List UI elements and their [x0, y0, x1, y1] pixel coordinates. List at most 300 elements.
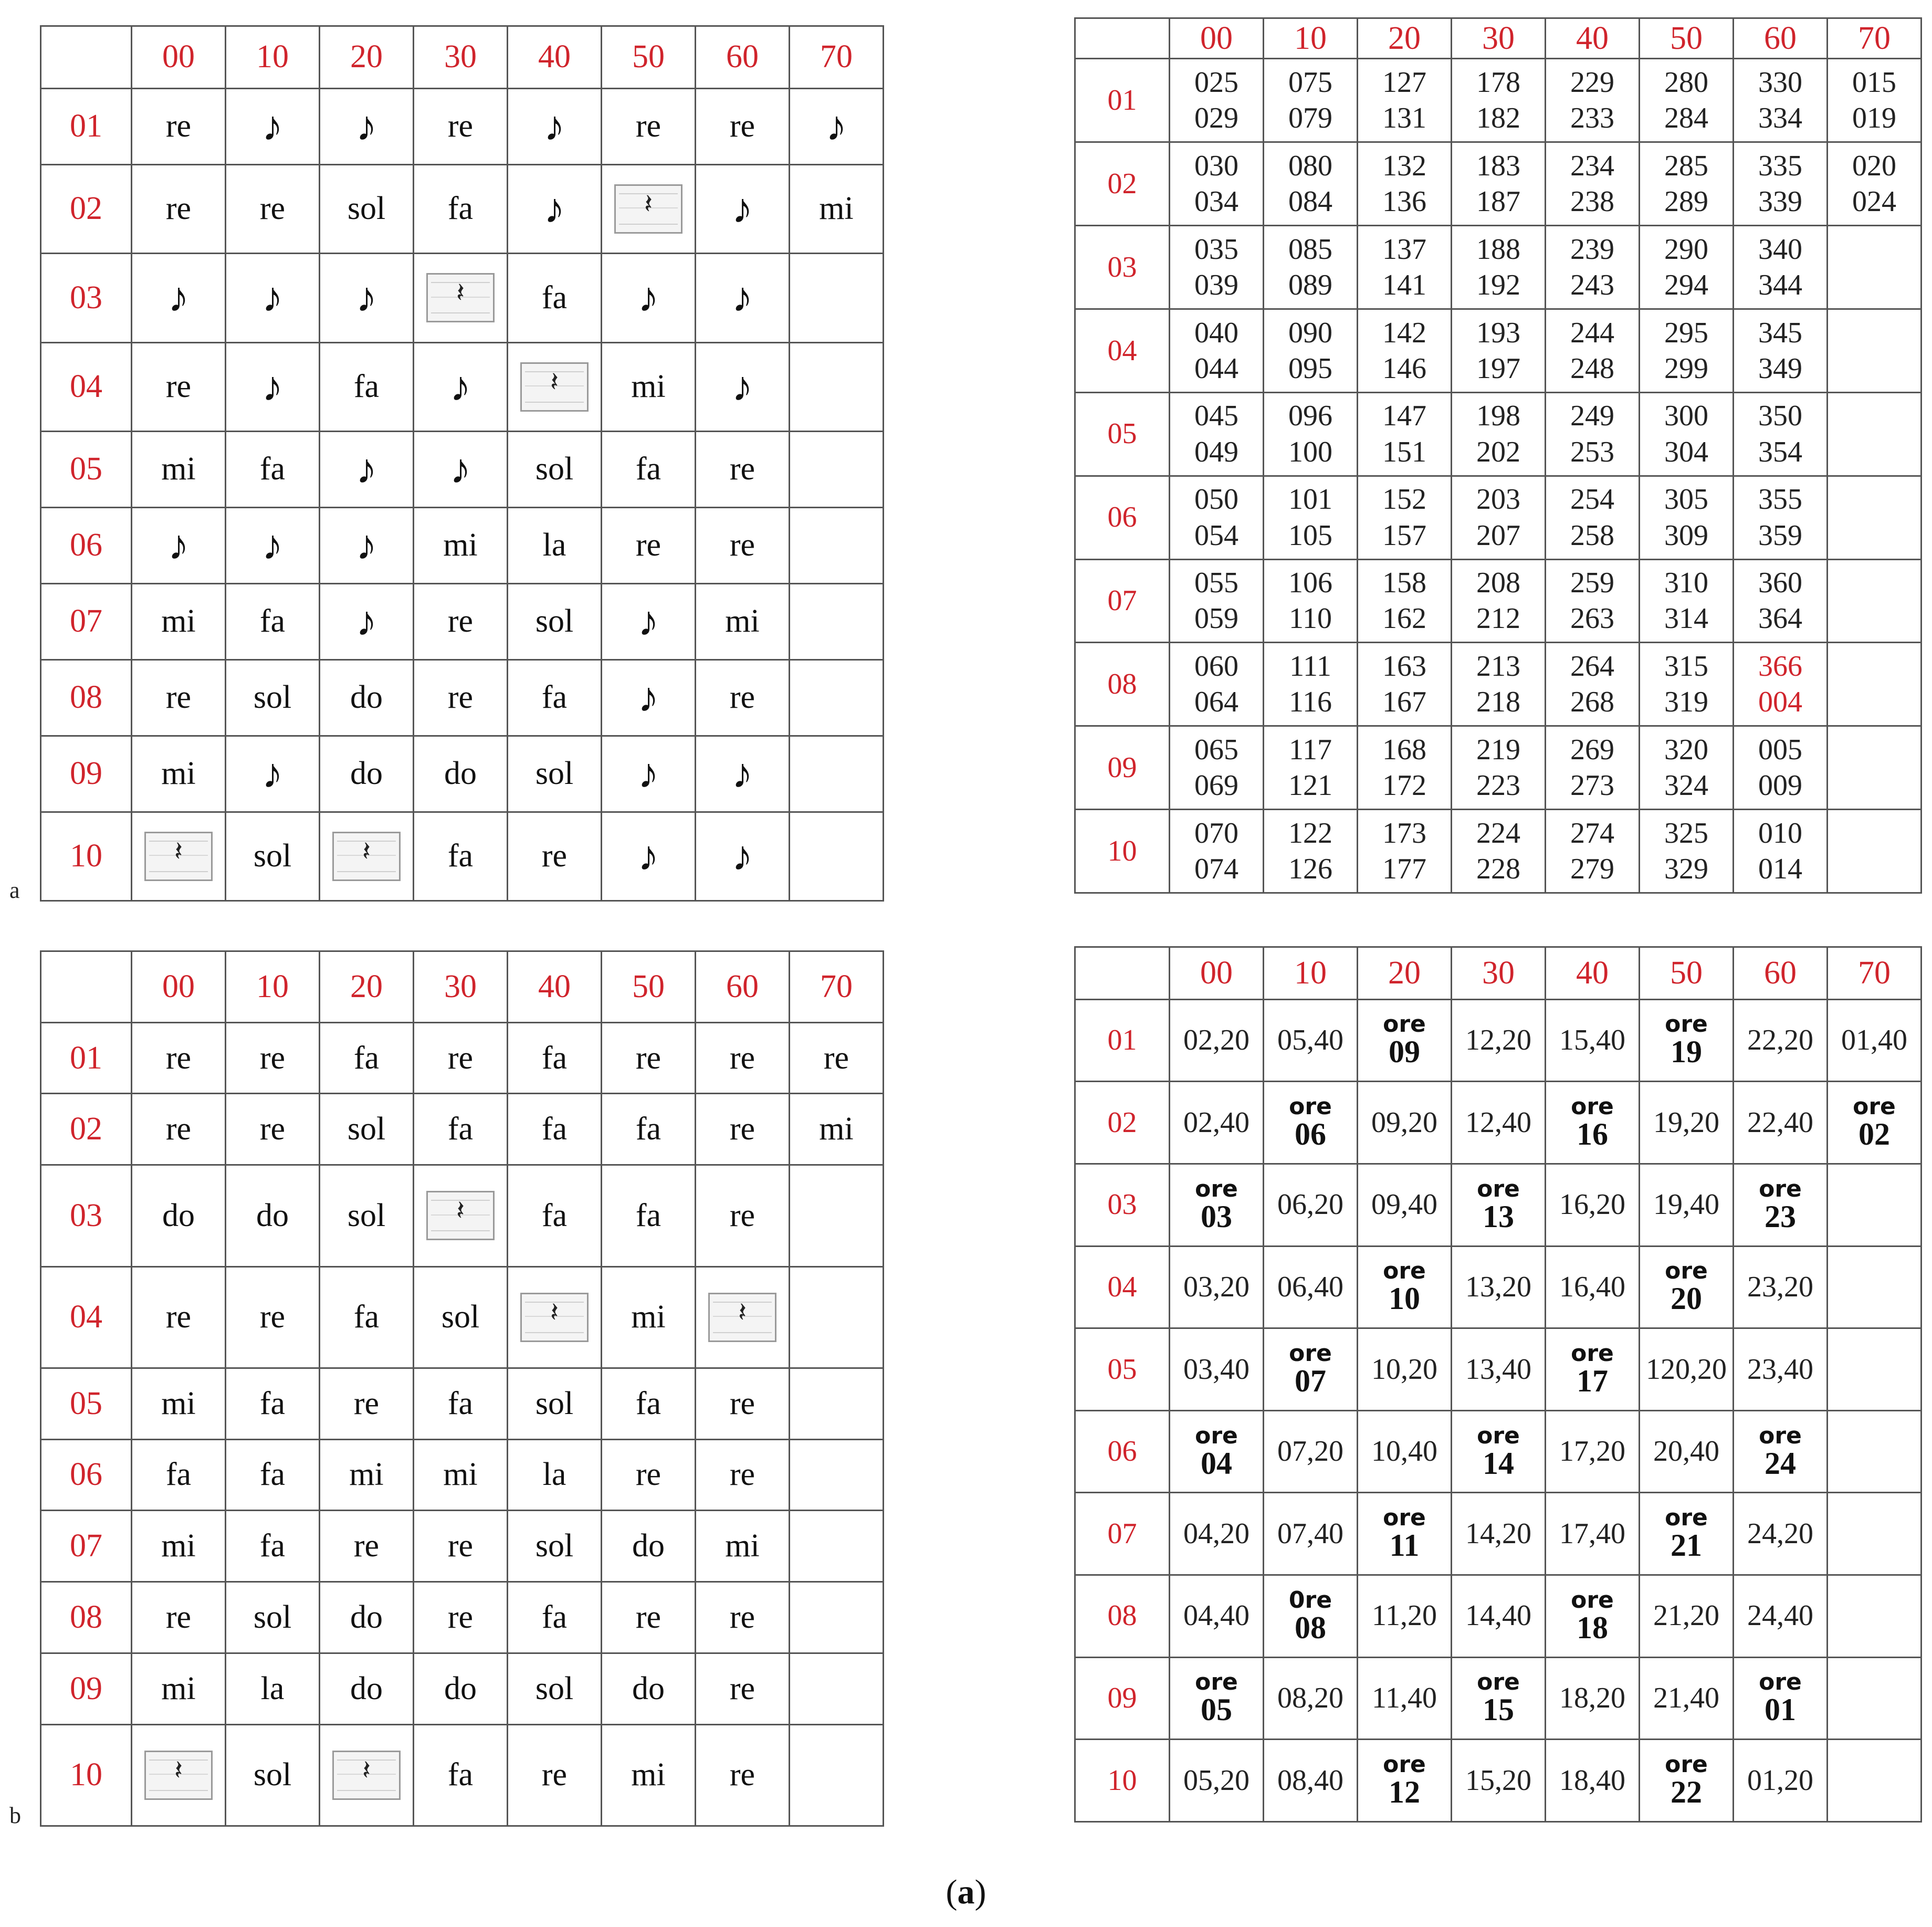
day-number: 192: [1476, 269, 1520, 302]
time-value: 02,40: [1183, 1106, 1250, 1139]
table-cell: [508, 164, 602, 253]
table-cell: [1546, 142, 1640, 226]
solfege-syllable: mi: [161, 451, 196, 487]
solfege-syllable: re: [729, 1040, 755, 1076]
day-number: 213: [1476, 650, 1520, 683]
table-cell: [1546, 1328, 1640, 1411]
row-header: 08: [41, 659, 132, 736]
hour-label: [1759, 1422, 1802, 1481]
table-cell: [132, 1511, 226, 1582]
hour-number: 02: [1858, 1117, 1890, 1152]
table-cell: [790, 1368, 884, 1439]
time-value: 17,20: [1559, 1435, 1625, 1468]
day-number: 132: [1382, 149, 1426, 182]
solfege-table-b: [40, 950, 884, 1827]
solfege-syllable: fa: [541, 1197, 568, 1233]
solfege-syllable: fa: [447, 1111, 474, 1147]
quarter-rest-icon: 𝄽: [144, 1751, 213, 1800]
row-header: 06: [41, 507, 132, 583]
solfege-syllable: sol: [535, 451, 574, 487]
solfege-syllable: re: [165, 191, 192, 227]
solfege-syllable: re: [259, 1111, 286, 1147]
time-value: 11,20: [1372, 1599, 1437, 1632]
table-row: [41, 431, 884, 507]
hour-label: [1477, 1671, 1520, 1725]
table-cell: [1734, 643, 1828, 726]
solfege-syllable: re: [165, 1599, 192, 1635]
solfege-syllable: mi: [819, 191, 854, 227]
table-cell: [1170, 476, 1264, 559]
time-value: 01,40: [1841, 1024, 1907, 1057]
day-number: 079: [1288, 102, 1332, 135]
table-cell: [320, 1266, 414, 1368]
quarter-rest-icon: 𝄽: [520, 1293, 589, 1342]
table-cell: [1358, 1657, 1452, 1740]
day-range: [1546, 481, 1639, 553]
table-cell: [1640, 810, 1734, 893]
row-header: 10: [1075, 810, 1170, 893]
table-cell: [1546, 726, 1640, 810]
day-number: 294: [1664, 269, 1708, 302]
table-cell: [696, 431, 790, 507]
table-cell: [1264, 1328, 1358, 1411]
table-cell: [1734, 999, 1828, 1082]
table-cell: [1358, 309, 1452, 393]
table-row: [41, 1022, 884, 1094]
table-cell: [790, 1094, 884, 1165]
solfege-syllable: re: [165, 1040, 192, 1076]
day-number: 188: [1476, 233, 1520, 266]
table-cell: [1264, 1082, 1358, 1164]
hour-number: 06: [1295, 1117, 1326, 1152]
day-number: 070: [1194, 816, 1238, 850]
solfege-syllable: re: [259, 1040, 286, 1076]
hour-number: 23: [1765, 1199, 1796, 1234]
day-number: 359: [1758, 519, 1802, 552]
table-cell: [1546, 1657, 1640, 1740]
day-range: [1358, 481, 1451, 553]
table-cell: [696, 1094, 790, 1165]
day-number: 005: [1758, 733, 1802, 766]
table-cell: [1734, 142, 1828, 226]
table-cell: [1546, 392, 1640, 476]
table-cell: [1734, 59, 1828, 142]
day-number: 019: [1852, 102, 1896, 135]
table-cell: [790, 736, 884, 812]
hour-word: ore: [1759, 1175, 1802, 1202]
table-cell: [414, 583, 508, 659]
table-cell: [1358, 1328, 1452, 1411]
hour-label: [1195, 1175, 1238, 1234]
table-cell: [696, 164, 790, 253]
solfege-syllable: do: [350, 1670, 383, 1706]
column-header: 50: [1640, 18, 1734, 59]
table-cell: [790, 88, 884, 164]
row-header: 01: [41, 1022, 132, 1094]
day-number: 157: [1382, 519, 1426, 552]
hour-word: ore: [1289, 1093, 1332, 1120]
eighth-note-icon: ♪: [356, 103, 377, 150]
table-cell: [790, 1724, 884, 1826]
table-cell: [1546, 1082, 1640, 1164]
quarter-rest-icon: 𝄽: [426, 273, 495, 322]
eighth-note-icon: ♪: [732, 186, 753, 232]
table-cell: [1358, 392, 1452, 476]
table-row: [41, 1724, 884, 1826]
table-cell: [1452, 643, 1546, 726]
table-cell: [508, 812, 602, 900]
quarter-rest-icon: 𝄽: [144, 832, 213, 881]
time-value: 23,40: [1747, 1353, 1813, 1386]
table-cell: [696, 1582, 790, 1653]
day-number: 238: [1570, 185, 1614, 218]
table-cell: [1264, 1164, 1358, 1246]
day-range: [1264, 65, 1357, 137]
hour-word: ore: [1383, 1751, 1426, 1778]
day-number: 039: [1194, 269, 1238, 302]
solfege-syllable: fa: [635, 1111, 662, 1147]
table-cell: [1546, 476, 1640, 559]
row-header: 09: [1075, 726, 1170, 810]
table-cell: [320, 254, 414, 342]
table-cell: [226, 254, 320, 342]
day-number: 340: [1758, 233, 1802, 266]
hour-word: ore: [1383, 1504, 1426, 1532]
day-range: [1358, 398, 1451, 470]
column-header: 40: [1546, 18, 1640, 59]
hour-word: ore: [1383, 1011, 1426, 1038]
eighth-note-icon: ♪: [638, 674, 659, 721]
day-range: [1734, 232, 1826, 303]
day-range: [1358, 648, 1451, 720]
day-range: [1640, 565, 1732, 637]
table-cell: [1734, 1246, 1828, 1328]
table-cell: [1452, 1740, 1546, 1822]
table-cell: [1640, 59, 1734, 142]
table-row: [41, 583, 884, 659]
table-cell: [1828, 1246, 1922, 1328]
day-number: 280: [1664, 66, 1708, 99]
time-value: 09,20: [1371, 1106, 1437, 1139]
day-number: 330: [1758, 66, 1802, 99]
day-number: 010: [1758, 816, 1802, 850]
table-row: [41, 88, 884, 164]
table-cell: [226, 1724, 320, 1826]
day-range: [1452, 232, 1545, 303]
table-cell: [1734, 226, 1828, 309]
table-cell: [320, 431, 414, 507]
column-header: 70: [1828, 947, 1922, 1000]
table-cell: [414, 659, 508, 736]
solfege-syllable: re: [165, 1299, 192, 1335]
hour-label: [1759, 1175, 1802, 1234]
day-range: [1546, 65, 1639, 137]
solfege-syllable: sol: [535, 1670, 574, 1706]
day-number: 334: [1758, 102, 1802, 135]
table-row: [41, 1165, 884, 1266]
solfege-syllable: fa: [353, 369, 380, 405]
quarter-rest-icon: 𝄽: [708, 1293, 776, 1342]
day-range: [1358, 815, 1451, 887]
row-header: 04: [1075, 309, 1170, 393]
day-range: [1170, 481, 1263, 553]
day-number: 065: [1194, 733, 1238, 766]
day-number: 319: [1664, 686, 1708, 719]
day-range: [1546, 565, 1639, 637]
solfege-syllable: re: [635, 1457, 662, 1493]
day-range: [1640, 815, 1732, 887]
table-cell: [602, 1582, 696, 1653]
table-cell: [1828, 1410, 1922, 1493]
solfege-syllable: sol: [535, 756, 574, 792]
table-cell: [1452, 1575, 1546, 1658]
day-range: [1734, 65, 1826, 137]
eighth-note-icon: ♪: [168, 522, 189, 569]
table-cell: [132, 1165, 226, 1266]
day-number: 344: [1758, 269, 1802, 302]
column-header: 60: [696, 26, 790, 89]
table-cell: [1734, 1740, 1828, 1822]
row-header: 01: [41, 88, 132, 164]
day-number: 105: [1288, 519, 1332, 552]
day-number: 355: [1758, 483, 1802, 516]
hour-label: [1383, 1260, 1426, 1314]
eighth-note-icon: ♪: [450, 446, 471, 493]
table-cell: [226, 1165, 320, 1266]
solfege-syllable: la: [542, 527, 566, 563]
table-cell: [414, 164, 508, 253]
table-cell: [226, 1368, 320, 1439]
day-number: 208: [1476, 567, 1520, 600]
table-cell: [132, 431, 226, 507]
table-cell: [1264, 643, 1358, 726]
solfege-syllable: re: [729, 108, 755, 144]
table-cell: [696, 1165, 790, 1266]
table-cell: [790, 583, 884, 659]
hour-label: [1665, 1753, 1708, 1808]
day-number: 080: [1288, 149, 1332, 182]
row-header: 07: [1075, 1493, 1170, 1575]
table-cell: [790, 1266, 884, 1368]
eighth-note-icon: ♪: [356, 522, 377, 569]
table-cell: [320, 164, 414, 253]
table-cell: [1734, 1164, 1828, 1246]
day-range: [1264, 648, 1357, 720]
day-number: 354: [1758, 435, 1802, 468]
table-cell: [1358, 643, 1452, 726]
day-range: [1734, 732, 1826, 804]
time-value: 08,40: [1277, 1764, 1343, 1797]
day-number: 219: [1476, 733, 1520, 766]
solfege-syllable: re: [729, 1111, 755, 1147]
column-header: 70: [1828, 18, 1922, 59]
row-header: 05: [1075, 1328, 1170, 1411]
day-range: [1546, 398, 1639, 470]
day-number: 315: [1664, 650, 1708, 683]
eighth-note-icon: ♪: [826, 103, 847, 150]
solfege-syllable: fa: [353, 1299, 380, 1335]
table-cell: [1170, 643, 1264, 726]
day-range: [1170, 148, 1263, 220]
hour-word: ore: [1571, 1093, 1614, 1120]
day-range: [1734, 398, 1826, 470]
solfege-syllable: fa: [447, 1385, 474, 1421]
table-cell: [790, 1022, 884, 1094]
day-number: 187: [1476, 185, 1520, 218]
table-cell: [696, 736, 790, 812]
table-cell: [414, 1439, 508, 1511]
solfege-syllable: do: [350, 679, 383, 716]
hour-word: ore: [1477, 1175, 1520, 1202]
day-number: 268: [1570, 686, 1614, 719]
table-row: [41, 342, 884, 431]
table-cell: [602, 1266, 696, 1368]
table-cell: [1640, 476, 1734, 559]
day-number: 158: [1382, 567, 1426, 600]
table-cell: [1452, 1246, 1546, 1328]
day-number: 122: [1288, 816, 1332, 850]
row-header: 02: [1075, 142, 1170, 226]
table-cell: [226, 431, 320, 507]
row-header: 10: [1075, 1740, 1170, 1822]
solfege-syllable: mi: [161, 1385, 196, 1421]
table-cell: [1264, 309, 1358, 393]
solfege-syllable: fa: [259, 603, 286, 640]
day-number: 335: [1758, 149, 1802, 182]
header-row: [41, 26, 884, 89]
column-header: 30: [1452, 18, 1546, 59]
table-cell: [1358, 559, 1452, 643]
eighth-note-icon: ♪: [168, 275, 189, 321]
column-header: 20: [1358, 947, 1452, 1000]
day-range: [1264, 232, 1357, 303]
hour-label: [1571, 1586, 1614, 1645]
table-cell: [1170, 309, 1264, 393]
hour-word: ore: [1665, 1504, 1708, 1532]
table-cell: [1170, 1164, 1264, 1246]
table-row: [41, 1266, 884, 1368]
solfege-syllable: fa: [541, 1111, 568, 1147]
day-number: 248: [1570, 352, 1614, 385]
hour-word: ore: [1477, 1669, 1520, 1696]
table-cell: [602, 736, 696, 812]
table-cell: [320, 812, 414, 900]
table-cell: [1828, 1575, 1922, 1658]
table-cell: [790, 1653, 884, 1724]
quarter-rest-icon: 𝄽: [520, 362, 589, 412]
eighth-note-icon: ♪: [732, 275, 753, 321]
solfege-syllable: re: [541, 1757, 568, 1793]
hour-number: 04: [1201, 1446, 1232, 1481]
eighth-note-icon: ♪: [356, 598, 377, 645]
solfege-syllable: re: [635, 1040, 662, 1076]
solfege-syllable: re: [259, 1299, 286, 1335]
table-cell: [1828, 999, 1922, 1082]
table-cell: [1358, 1164, 1452, 1246]
day-range: [1546, 232, 1639, 303]
day-number: 084: [1288, 185, 1332, 218]
table-row: [41, 1439, 884, 1511]
day-number: 339: [1758, 185, 1802, 218]
day-range: [1264, 815, 1357, 887]
day-number: 254: [1570, 483, 1614, 516]
day-range: [1734, 481, 1826, 553]
solfege-syllable: sol: [253, 1757, 292, 1793]
table-cell: [1546, 810, 1640, 893]
table-cell: [1264, 476, 1358, 559]
table-cell: [1264, 1740, 1358, 1822]
table-row: [41, 1094, 884, 1165]
solfege-syllable: sol: [347, 1111, 386, 1147]
time-value: 23,20: [1747, 1270, 1813, 1303]
table-cell: [508, 1724, 602, 1826]
row-header: 05: [1075, 392, 1170, 476]
table-cell: [1452, 1164, 1546, 1246]
table-cell: [1734, 1082, 1828, 1164]
table-cell: [414, 1582, 508, 1653]
corner-cell: [41, 951, 132, 1023]
solfege-syllable: re: [353, 1528, 380, 1564]
table-cell: [414, 1368, 508, 1439]
solfege-syllable: fa: [635, 1385, 662, 1421]
solfege-syllable: fa: [541, 1040, 568, 1076]
table-cell: [414, 342, 508, 431]
row-header: 03: [41, 254, 132, 342]
day-number: 050: [1194, 483, 1238, 516]
table-cell: [320, 342, 414, 431]
hour-number: 15: [1483, 1692, 1514, 1727]
time-value: 10,20: [1371, 1353, 1437, 1386]
day-number: 045: [1194, 400, 1238, 433]
solfege-syllable: re: [353, 1385, 380, 1421]
day-range: [1358, 565, 1451, 637]
solfege-syllable: sol: [535, 1528, 574, 1564]
solfege-syllable: do: [350, 1599, 383, 1635]
table-cell: [1546, 559, 1640, 643]
table-cell: [790, 431, 884, 507]
day-number: 055: [1194, 567, 1238, 600]
day-number: 004: [1758, 686, 1802, 719]
table-cell: [226, 659, 320, 736]
day-number: 324: [1664, 769, 1708, 802]
time-value: 14,20: [1465, 1517, 1531, 1550]
day-number: 030: [1194, 149, 1238, 182]
solfege-syllable: sol: [253, 1599, 292, 1635]
table-cell: [226, 164, 320, 253]
eighth-note-icon: ♪: [356, 275, 377, 321]
day-number: 069: [1194, 769, 1238, 802]
time-value: 03,20: [1183, 1270, 1250, 1303]
table-cell: [132, 1368, 226, 1439]
hour-label: [1383, 1753, 1426, 1808]
day-number: 074: [1194, 853, 1238, 886]
day-number: 198: [1476, 400, 1520, 433]
table-row: [1075, 59, 1922, 142]
table-cell: [1264, 226, 1358, 309]
day-number: 162: [1382, 602, 1426, 635]
column-header: 20: [320, 26, 414, 89]
row-header: 08: [1075, 643, 1170, 726]
quarter-rest-icon: 𝄽: [332, 832, 401, 881]
day-number: 020: [1852, 149, 1896, 182]
solfege-syllable: fa: [635, 451, 662, 487]
table-cell: [696, 1266, 790, 1368]
column-header: 50: [602, 26, 696, 89]
table-cell: [696, 1368, 790, 1439]
table-cell: [1546, 999, 1640, 1082]
table-cell: [1640, 1246, 1734, 1328]
solfege-syllable: re: [635, 1599, 662, 1635]
